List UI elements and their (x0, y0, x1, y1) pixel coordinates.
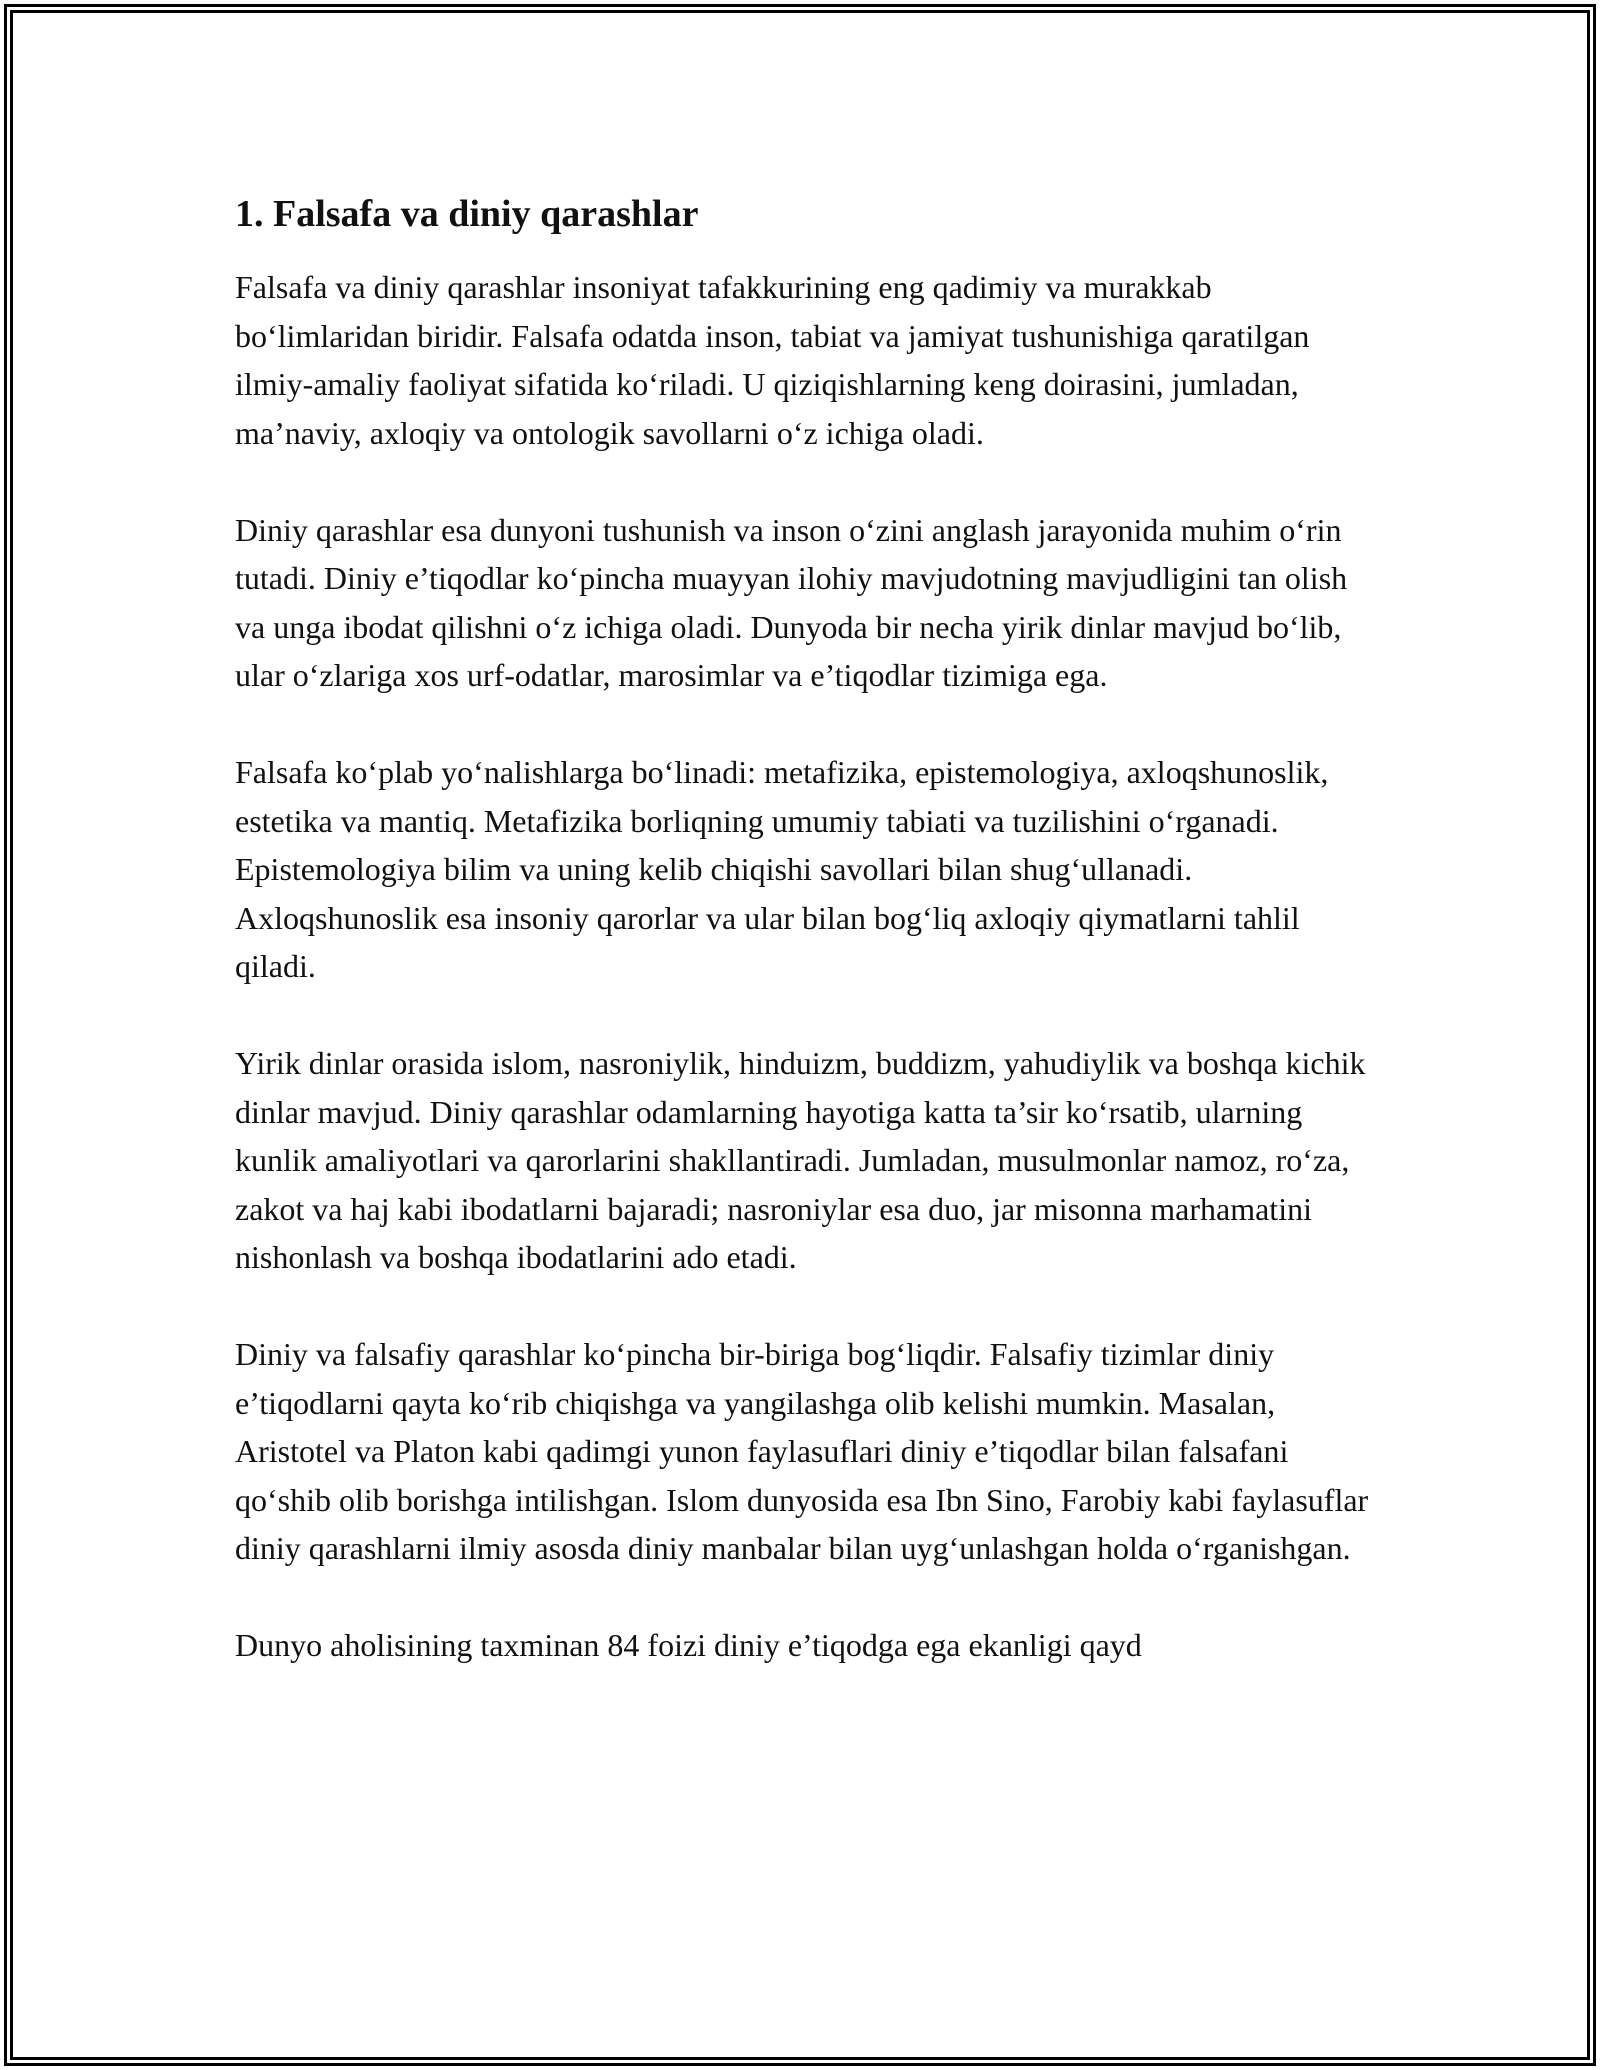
paragraph-5: Diniy va falsafiy qarashlar ko‘pincha bir-biriga bog‘liqdir. Falsafiy tizimlar diniy e’tiqodlarni qayta ko‘rib chiqishga va yangilashga olib kelishi mumkin. Masalan, Aristotel va Platon kabi qadimgi yunon faylasuflari diniy e’tiqodlar bilan falsafani qo‘shib olib borishga intilishgan. Islom dunyosida esa Ibn Sino, Farobiy kabi faylasuflar diniy qarashlarni ilmiy asosda diniy manbalar bilan uyg‘unlashgan holda o‘rganishgan. (235, 1336, 1369, 1566)
paragraph-3: Falsafa ko‘plab yo‘nalishlarga bo‘linadi: metafizika, epistemologiya, axloqshunoslik, estetika va mantiq. Metafizika borliqning umumiy tabiati va tuzilishini o‘rganadi. Epistemologiya bilim va uning kelib chiqishi savollari bilan shug‘ullanadi. Axloqshunoslik esa insoniy qarorlar va ular bilan bog‘liq axloqiy qiymatlarni tahlil qiladi. (235, 754, 1329, 984)
paragraph-1: Falsafa va diniy qarashlar insoniyat tafakkurining eng qadimiy va murakkab bo‘limlaridan biridir. Falsafa odatda inson, tabiat va jamiyat tushunishiga qaratilgan ilmiy-amaliy faoliyat sifatida ko‘riladi. U qiziqishlarning keng doirasini, jumladan, ma’naviy, axloqiy va ontologik savollarni o‘z ichiga oladi. (235, 269, 1310, 451)
paragraph-4: Yirik dinlar orasida islom, nasroniylik, hinduizm, buddizm, yahudiylik va boshqa kichik dinlar mavjud. Diniy qarashlar odamlarning hayotiga katta ta’sir ko‘rsatib, ularning kunlik amaliyotlari va qarorlarini shakllantiradi. Jumladan, musulmonlar namoz, ro‘za, zakot va haj kabi ibodatlarni bajaradi; nasroniylar esa duo, jar misonna marhamatini nishonlash va boshqa ibodatlarini ado etadi. (235, 1045, 1366, 1275)
paragraph-2: Diniy qarashlar esa dunyoni tushunish va inson o‘zini anglash jarayonida muhim o‘rin tutadi. Diniy e’tiqodlar ko‘pincha muayyan ilohiy mavjudotning mavjudligini tan olish va unga ibodat qilishni o‘z ichiga oladi. Dunyoda bir necha yirik dinlar mavjud bo‘lib, ular o‘zlariga xos urf-odatlar, marosimlar va e’tiqodlar tizimiga ega. (235, 511, 1348, 693)
section-title: 1. Falsafa va diniy qarashlar (235, 193, 699, 235)
paragraph-6: Dunyo aholisining taxminan 84 foizi diniy e’tiqodga ega ekanligi qayd (235, 1627, 1142, 1663)
document-page (235, 185, 1375, 1718)
